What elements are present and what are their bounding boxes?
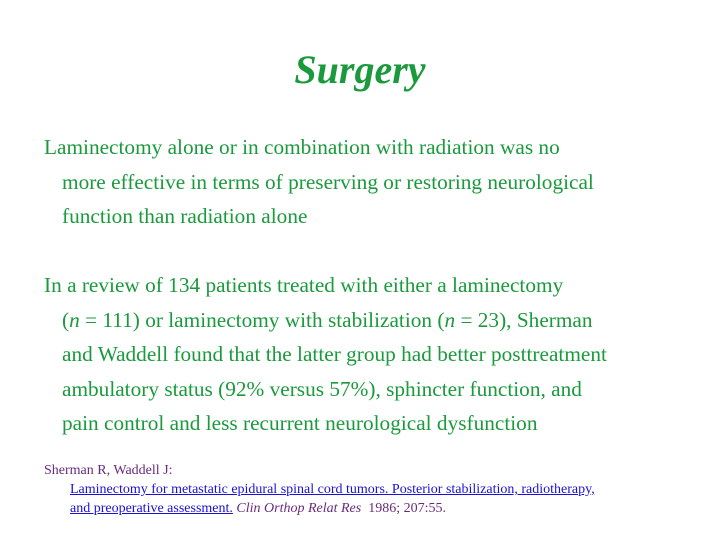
reference-line bbox=[44, 480, 694, 499]
bullet-line: pain control and less recurrent neurological dysfunction bbox=[62, 411, 538, 435]
reference-link-line-1[interactable]: Laminectomy for metastatic epidural spinal cord tumors. Posterior stabilization, radiotherapy, bbox=[70, 482, 595, 497]
bullet-line: ambulatory status (92% versus 57%), sphincter function, and bbox=[62, 376, 582, 401]
reference-authors: Sherman R, Waddell J: bbox=[44, 463, 173, 478]
paren-open: ( bbox=[62, 307, 70, 332]
bullet-sherman-review bbox=[44, 268, 694, 441]
n-symbol: n bbox=[69, 307, 80, 332]
reference-journal: Clin Orthop Relat Res bbox=[236, 501, 362, 516]
line-mid: = 111) or laminectomy with stabilization ( bbox=[79, 307, 445, 332]
reference-citation bbox=[44, 461, 694, 518]
reference-volume: 1986; 207:55. bbox=[368, 501, 446, 516]
n-symbol: n bbox=[444, 307, 456, 332]
slide-title: Surgery bbox=[294, 47, 426, 92]
reference-link-line-2[interactable]: and preoperative assessment. bbox=[70, 501, 233, 516]
bullet-line-with-n bbox=[44, 303, 694, 338]
bullet-line: more effective in terms of preserving or restoring neurological bbox=[62, 169, 594, 194]
bullet-line: In a review of 134 patients treated with either a laminectomy bbox=[44, 273, 564, 297]
line-end: = 23), Sherman bbox=[455, 307, 593, 332]
reference-line bbox=[44, 499, 694, 518]
bullet-line: function than radiation alone bbox=[62, 204, 308, 228]
bullet-line: and Waddell found that the latter group had better posttreatment bbox=[62, 342, 607, 366]
bullet-line: Laminectomy alone or in combination with radiation was no bbox=[44, 135, 560, 159]
bullet-laminectomy-effectiveness bbox=[44, 130, 694, 234]
